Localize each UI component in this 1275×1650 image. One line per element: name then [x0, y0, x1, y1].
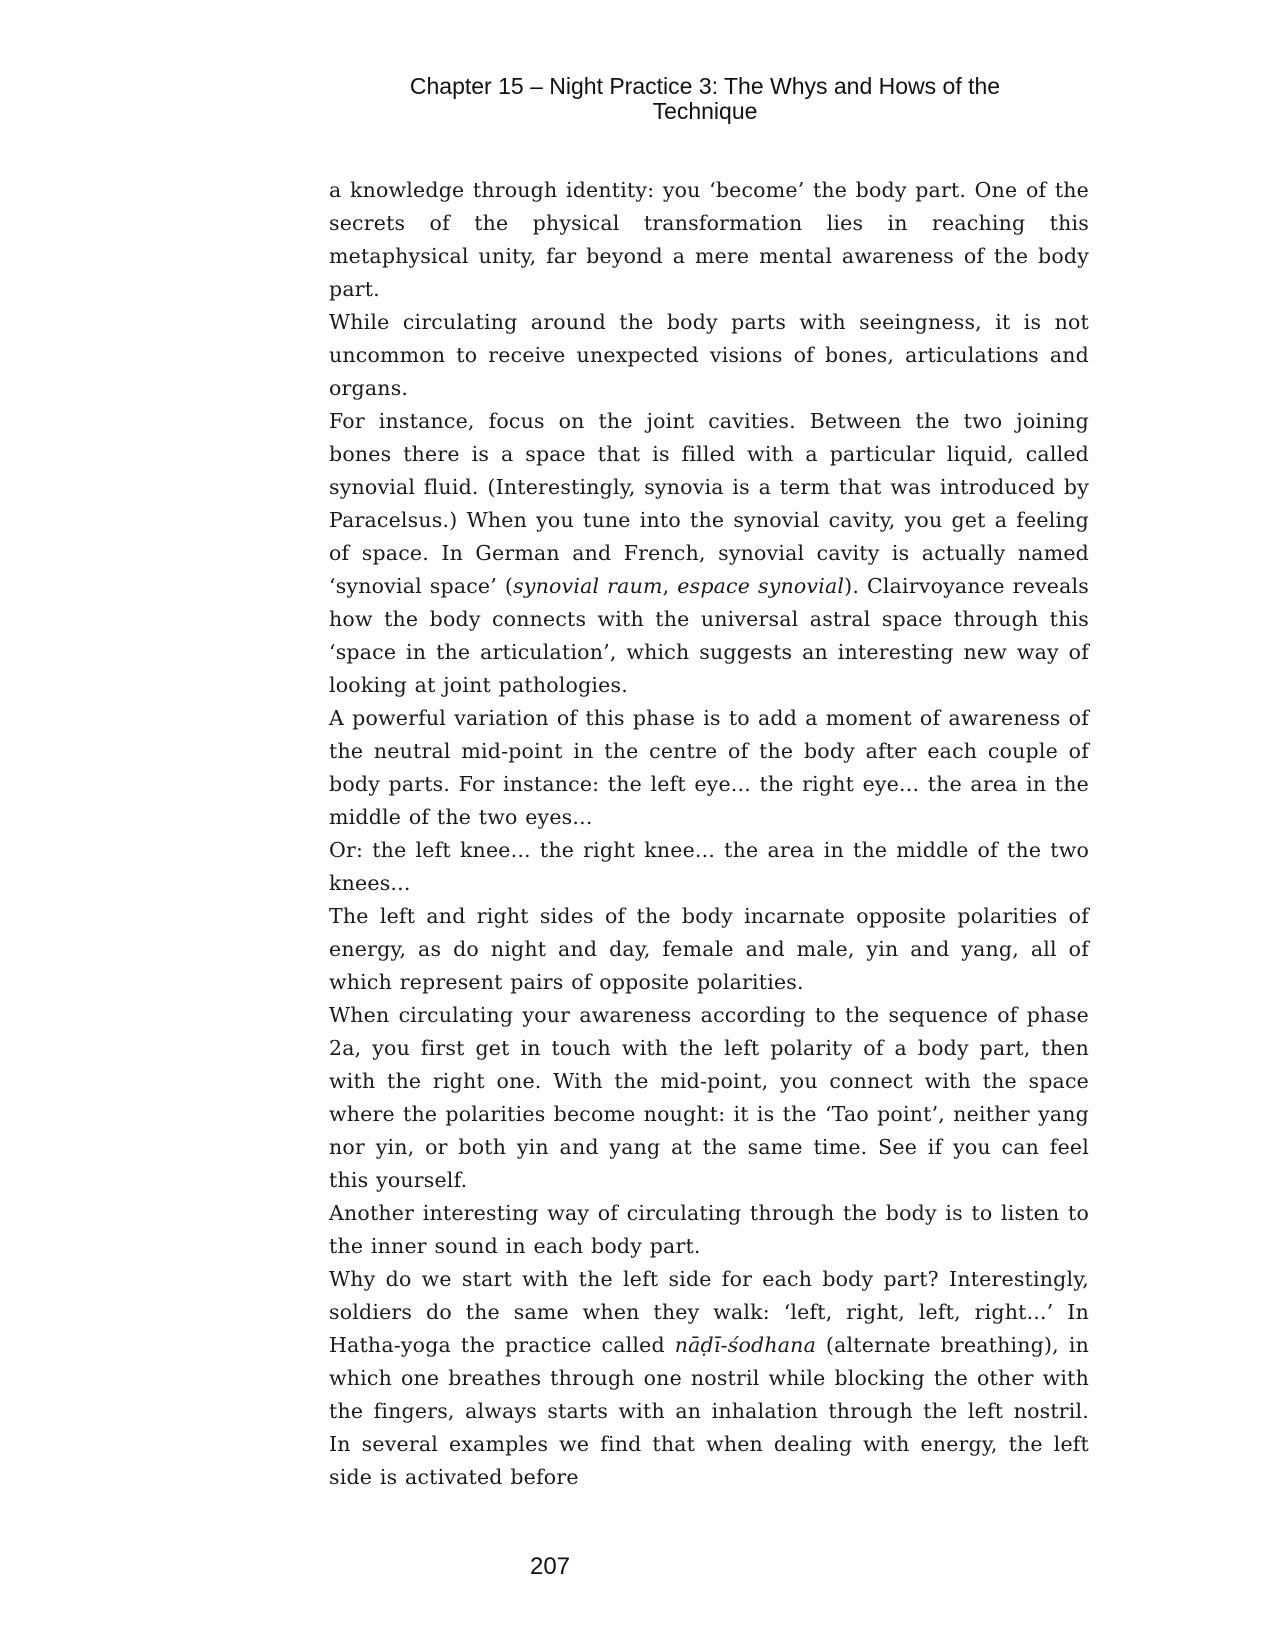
chapter-title-line-2: Technique: [652, 98, 758, 124]
paragraph: [329, 405, 1089, 702]
italic-term: synovial raum: [513, 574, 663, 598]
italic-term: espace synovial: [677, 574, 845, 598]
paragraph-text: For instance, focus on the joint cavities. Between the two joining bones there is a space that is filled with a particular liquid, called synovial fluid. (Interestingly, synovia is a term that was introduced by Paracelsus.) When you tune into the synovial cavity, you get a feeling of space. In German and French, synovial cavity is actually named ‘synovial space’ (: [329, 409, 1089, 598]
chapter-running-header: [380, 74, 1030, 124]
body-text: [329, 174, 1089, 1494]
paragraph: [329, 1263, 1089, 1494]
paragraph-text: Why do we start with the left side for each body part? Interestingly, soldiers do the same when they walk: ‘left, right, left, right...’ In Hatha-yoga the practice called: [329, 1267, 1089, 1357]
italic-term: nāḍī-śodhana: [674, 1333, 816, 1357]
chapter-title-line-1: Chapter 15 – Night Practice 3: The Whys and Hows of the: [409, 73, 1001, 99]
paragraph-text: ). Clairvoyance reveals how the body connects with the universal astral space through this ‘space in the articulation’, which suggests an interesting new way of looking at joint pathologies.: [329, 574, 1089, 697]
paragraph: Or: the left knee... the right knee... the area in the middle of the two knees...: [329, 838, 1089, 895]
paragraph: Another interesting way of circulating through the body is to listen to the inner sound in each body part.: [329, 1201, 1089, 1258]
paragraph: While circulating around the body parts with seeingness, it is not uncommon to receive unexpected visions of bones, articulations and organs.: [329, 310, 1089, 400]
paragraph-text: (alternate breathing), in which one breathes through one nostril while blocking the other with the fingers, always starts with an inhalation through the left nostril. In several examples we find that when dealing with energy, the left side is activated before: [329, 1333, 1089, 1489]
paragraph: When circulating your awareness according to the sequence of phase 2a, you first get in touch with the left polarity of a body part, then with the right one. With the mid-point, you connect with the space where the polarities become nought: it is the ‘Tao point’, neither yang nor yin, or both yin and yang at the same time. See if you can feel this yourself.: [329, 1003, 1089, 1192]
paragraph-text: ,: [662, 574, 678, 598]
page-number: 207: [529, 1553, 571, 1580]
paragraph: A powerful variation of this phase is to add a moment of awareness of the neutral mid-point in the centre of the body after each couple of body parts. For instance: the left eye... the right eye... the area in the middle of the two eyes...: [329, 706, 1089, 829]
paragraph: a knowledge through identity: you ‘become’ the body part. One of the secrets of the physical transformation lies in reaching this metaphysical unity, far beyond a mere mental awareness of the body part.: [329, 178, 1089, 301]
paragraph: The left and right sides of the body incarnate opposite polarities of energy, as do night and day, female and male, yin and yang, all of which represent pairs of opposite polarities.: [329, 904, 1089, 994]
